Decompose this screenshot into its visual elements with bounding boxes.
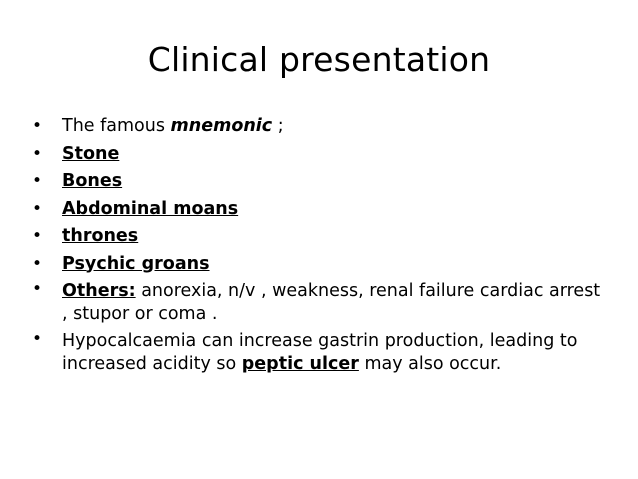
bullet-dot: • xyxy=(32,143,43,164)
bullet-text: anorexia, n/v , weakness, renal failure cardiac arrest , stupor or coma . xyxy=(62,281,601,324)
bullet-item-abdominal-moans xyxy=(32,196,602,224)
bullet-label: peptic ulcer xyxy=(241,354,359,374)
bullet-text: ; xyxy=(272,116,284,136)
bullet-item-others xyxy=(32,278,602,328)
bullet-item-mnemonic xyxy=(32,113,602,141)
bullet-label: Others: xyxy=(62,281,136,301)
bullet-item-bones xyxy=(32,168,602,196)
bullet-label: Bones xyxy=(62,171,123,191)
bullet-text: The famous xyxy=(62,116,171,136)
bullet-item-hypocalcaemia xyxy=(32,328,602,378)
bullet-text: may also occur. xyxy=(358,354,502,374)
bullet-list xyxy=(32,113,602,378)
slide-title: Clinical presentation xyxy=(147,40,491,79)
bullet-item-thrones xyxy=(32,223,602,251)
bullet-item-psychic-groans xyxy=(32,251,602,279)
bullet-label: Stone xyxy=(62,143,120,164)
bullet-dot: • xyxy=(32,116,43,136)
bullet-emphasis: mnemonic xyxy=(170,116,273,136)
bullet-dot: • xyxy=(32,226,43,246)
bullet-dot: • xyxy=(32,253,43,274)
bullet-dot: • xyxy=(32,329,43,349)
bullet-dot: • xyxy=(32,171,43,191)
bullet-label: Abdominal moans xyxy=(62,198,239,219)
bullet-label: thrones xyxy=(62,226,139,246)
bullet-dot: • xyxy=(32,279,43,299)
bullet-label: Psychic groans xyxy=(62,253,210,274)
bullet-text: Hypocalcaemia can increase gastrin production, leading to increased acidity so xyxy=(62,331,578,374)
bullet-dot: • xyxy=(32,198,43,219)
bullet-item-stone xyxy=(32,141,602,169)
